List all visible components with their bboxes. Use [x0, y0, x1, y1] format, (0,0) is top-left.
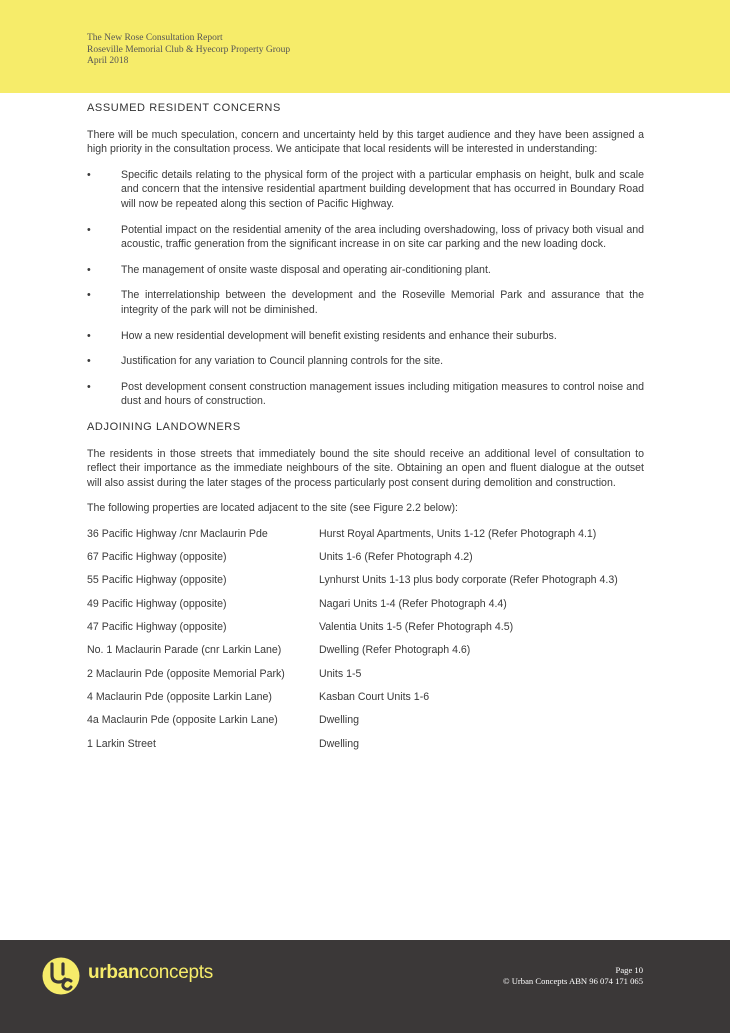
list-item-text: Justification for any variation to Council planning controls for the site. [121, 355, 444, 368]
table-row [87, 713, 644, 736]
urban-concepts-logo-icon [42, 957, 80, 995]
property-address: 49 Pacific Highway (opposite) [87, 597, 227, 610]
header-report-title: The New Rose Consultation Report [87, 33, 223, 43]
property-address: 67 Pacific Highway (opposite) [87, 551, 227, 564]
landowners-paragraph: The residents in those streets that immediately bound the site should receive an additional level of consultation to reflect their importance as the immediate neighbours of the site. Obtaining an open and fluent dialogue at the outset will also assist during the later stages of the process particularly post consent during demolition and construction. [87, 447, 644, 489]
list-item [87, 223, 644, 252]
property-description: Nagari Units 1-4 (Refer Photograph 4.4) [319, 597, 507, 610]
page-number: Page 10 [615, 965, 643, 975]
property-description: Dwelling [319, 714, 360, 727]
intro-paragraph: There will be much speculation, concern and uncertainty held by this target audience and they have been assigned a high priority in the consultation process. We anticipate that local residents will be interested in understanding: [87, 128, 644, 156]
list-item [87, 354, 644, 369]
bullet-icon: • [87, 289, 91, 302]
list-item-text: The interrelationship between the development and the Roseville Memorial Park and assurance that the integrity of the park will not be diminished. [121, 289, 644, 316]
property-description: Units 1-6 (Refer Photograph 4.2) [319, 551, 473, 564]
concerns-list [87, 168, 644, 409]
list-item-text: Specific details relating to the physical form of the project with a particular emphasis on height, bulk and scale and concern that the intensive residential apartment building development that has occurred in Boundary Road will now be repeated along this section of Pacific Highway. [121, 168, 644, 210]
copyright-notice: © Urban Concepts ABN 96 074 171 065 [503, 976, 643, 986]
section-heading-adjoining-landowners: ADJOINING LANDOWNERS [87, 420, 241, 433]
property-address: 4 Maclaurin Pde (opposite Larkin Lane) [87, 690, 272, 703]
property-description: Lynhurst Units 1-13 plus body corporate (Refer Photograph 4.3) [319, 574, 618, 587]
property-address: 1 Larkin Street [87, 737, 156, 750]
property-address: 2 Maclaurin Pde (opposite Memorial Park) [87, 667, 285, 680]
property-description: Dwelling [319, 737, 360, 750]
urban-concepts-wordmark [88, 962, 213, 984]
bullet-icon: • [87, 263, 91, 276]
properties-table [87, 527, 644, 760]
list-item [87, 329, 644, 344]
header-date: April 2018 [87, 56, 129, 66]
bullet-icon: • [87, 168, 91, 181]
property-address: No. 1 Maclaurin Parade (cnr Larkin Lane) [87, 644, 282, 657]
list-item [87, 168, 644, 212]
list-item [87, 380, 644, 409]
table-row [87, 690, 644, 713]
list-item-text: Potential impact on the residential amenity of the area including overshadowing, loss of privacy both visual and acoustic, traffic generation from the significant increase in on site car parking and the new loading dock. [121, 223, 644, 251]
list-item-text: Post development consent construction management issues including mitigation measures to control noise and dust and hours of construction. [121, 380, 644, 408]
wordmark-light: concepts [139, 962, 213, 983]
property-description: Hurst Royal Apartments, Units 1-12 (Refer Photograph 4.1) [319, 527, 597, 540]
table-row [87, 737, 644, 760]
list-item-text: The management of onsite waste disposal and operating air-conditioning plant. [121, 263, 491, 276]
table-row [87, 597, 644, 620]
page-body [87, 101, 644, 760]
bullet-icon: • [87, 380, 91, 393]
list-item [87, 263, 644, 278]
bullet-icon: • [87, 355, 91, 368]
property-address: 36 Pacific Highway /cnr Maclaurin Pde [87, 527, 268, 540]
property-description: Kasban Court Units 1-6 [319, 690, 430, 703]
property-description: Valentia Units 1-5 (Refer Photograph 4.5) [319, 621, 514, 634]
table-row [87, 643, 644, 666]
bullet-icon: • [87, 223, 91, 236]
property-description: Dwelling (Refer Photograph 4.6) [319, 644, 471, 657]
header-client: Roseville Memorial Club & Hyecorp Property Group [87, 44, 291, 55]
bullet-icon: • [87, 329, 91, 342]
section-heading-resident-concerns: ASSUMED RESIDENT CONCERNS [87, 102, 281, 114]
properties-intro: The following properties are located adjacent to the site (see Figure 2.2 below): [87, 502, 458, 515]
property-address: 47 Pacific Highway (opposite) [87, 621, 227, 634]
table-row [87, 667, 644, 690]
footer-info [503, 965, 643, 987]
property-address: 55 Pacific Highway (opposite) [87, 574, 227, 587]
list-item-text: How a new residential development will benefit existing residents and enhance their suburbs. [121, 329, 557, 342]
property-description: Units 1-5 [319, 667, 362, 680]
wordmark-bold: urban [88, 962, 140, 983]
table-row [87, 527, 644, 550]
table-row [87, 550, 644, 573]
table-row [87, 620, 644, 643]
table-row [87, 573, 644, 596]
running-header [87, 33, 290, 68]
property-address: 4a Maclaurin Pde (opposite Larkin Lane) [87, 714, 278, 727]
list-item [87, 288, 644, 317]
